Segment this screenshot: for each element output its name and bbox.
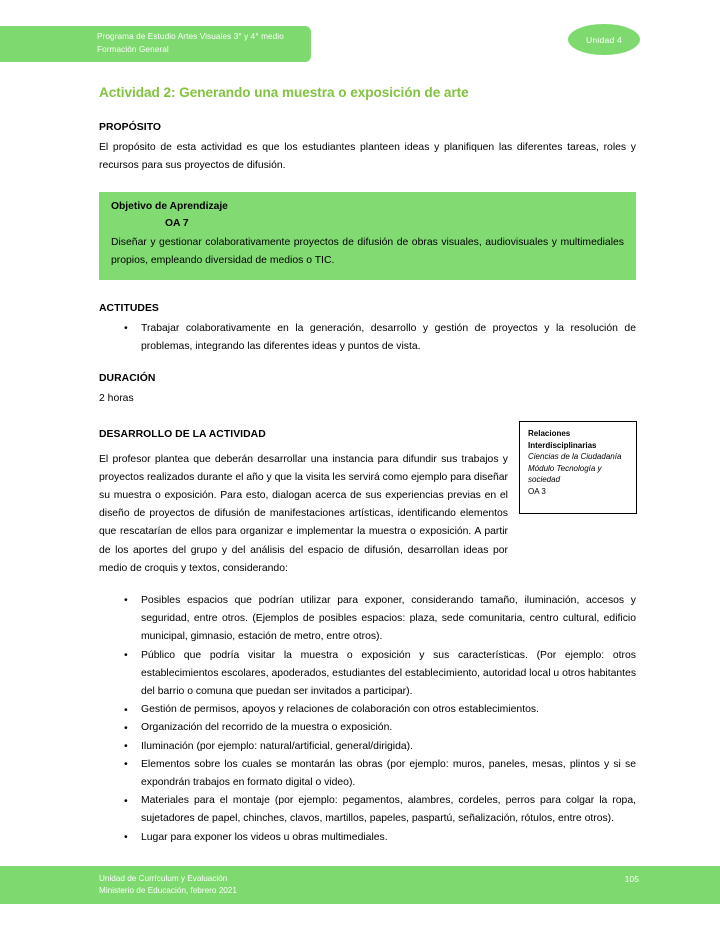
desarrollo-paragraph: El profesor plantea que deberán desarrollar una instancia para difundir sus trabajos y proyectos realizados durante el año y que la visita les servirá como ejemplo para diseñar su muestra o exposición. Para esto, dialogan acerca de sus experiencias previas en el diseño de proyectos de difusión de manifestaciones artísticas, identificando elementos que rescatarían de ellos para organizar e implementar la muestra o exposición. A partir de los aportes del grupo y del análisis del espacio de difusión, desarrollan ideas por medio de croquis y textos, considerando: — [99, 453, 508, 574]
section-desarrollo — [99, 428, 636, 847]
footer-line1: Unidad de Currículum y Evaluación — [99, 874, 228, 883]
header-program-band — [0, 26, 311, 62]
unit-badge-label: Unidad 4 — [585, 34, 622, 45]
header-program-line2: Formación General — [97, 44, 169, 54]
relaciones-line3: Ciencias de la Ciudadanía — [528, 452, 622, 462]
page-number: 105 — [624, 874, 639, 884]
footer-line2: Ministerio de Educación, febrero 2021 — [99, 886, 237, 895]
section-proposito — [99, 121, 636, 174]
objetivo-aprendizaje-box — [99, 192, 636, 280]
footer-text — [99, 873, 237, 897]
page-title: Actividad 2: Generando una muestra o exposición de arte — [99, 85, 469, 100]
objetivo-code: OA 7 — [165, 218, 189, 229]
section-duracion — [99, 372, 636, 408]
list-item: • Posibles espacios que podrían utilizar para exponer, considerando tamaño, iluminación, accesos y seguridad, entre otros. (Ejemplos de posibles espacios: plaza, sede comunitaria, centro cultural, edificio municipal, gimnasio, estación de metro, entre otros). — [99, 592, 636, 647]
section-actitudes — [99, 302, 636, 355]
relaciones-line1: Relaciones — [528, 429, 571, 438]
desarrollo-paragraph-wrap — [99, 451, 636, 578]
desarrollo-heading: DESARROLLO DE LA ACTIVIDAD — [99, 428, 266, 440]
relaciones-line4: Módulo Tecnología y — [528, 463, 602, 473]
header-program-line1: Programa de Estudio Artes Visuales 3° y 4° medio — [97, 32, 284, 41]
objetivo-text: Diseñar y gestionar colaborativamente proyectos de difusión de obras visuales, audiovisuales y multimediales propios, empleando diversidad de medios o TIC. — [111, 237, 624, 266]
list-item: • Organización del recorrido de la muestra o exposición. — [99, 719, 636, 737]
unit-badge — [568, 24, 640, 55]
relaciones-line2: Interdisciplinarias — [528, 440, 597, 450]
duracion-text: 2 horas — [99, 393, 134, 404]
footer-band — [0, 866, 720, 904]
proposito-heading: PROPÓSITO — [99, 122, 162, 133]
list-item: • Iluminación (por ejemplo: natural/artificial, general/dirigida). — [99, 738, 636, 756]
list-item: • Trabajar colaborativamente en la generación, desarrollo y gestión de proyectos y la resolución de problemas, integrando las diferentes ideas y puntos de vista. — [99, 320, 636, 355]
side-box-spacer — [508, 451, 636, 547]
desarrollo-list — [99, 592, 636, 847]
list-item: • Público que podría visitar la muestra o exposición y sus características. (Por ejemplo: otros establecimientos escolares, apoderados, estudiantes del establecimiento, autoridad local u otros habitantes del barrio o comuna que puedan ser invitados a participar). — [99, 647, 636, 702]
list-item: • Elementos sobre los cuales se montarán las obras (por ejemplo: muros, paneles, mesas, plintos y si se expondrán trabajos en formato digital o video). — [99, 756, 636, 792]
list-item: • Gestión de permisos, apoyos y relaciones de colaboración con otros establecimientos. — [99, 701, 636, 719]
relaciones-line6: OA 3 — [528, 486, 546, 496]
proposito-text: El propósito de esta actividad es que los estudiantes planteen ideas y planifiquen las diferentes tareas, roles y recursos para sus proyectos de difusión. — [99, 142, 636, 171]
desarrollo-list-wrap — [99, 592, 636, 847]
main-content — [99, 84, 636, 847]
objetivo-heading: Objetivo de Aprendizaje — [111, 201, 228, 212]
actitudes-heading: ACTITUDES — [99, 303, 159, 314]
relaciones-line5: sociedad — [528, 475, 561, 485]
actitudes-list — [99, 320, 636, 355]
list-item: • Materiales para el montaje (por ejemplo: pegamentos, alambres, cordeles, perros para colgar la ropa, sujetadores de papel, chinches, clavos, martillos, papeles, paspartú, señalización, rótulos, entre otros). — [99, 792, 636, 828]
list-item: • Lugar para exponer los videos u obras multimediales. — [99, 829, 636, 847]
duracion-heading: DURACIÓN — [99, 373, 156, 384]
